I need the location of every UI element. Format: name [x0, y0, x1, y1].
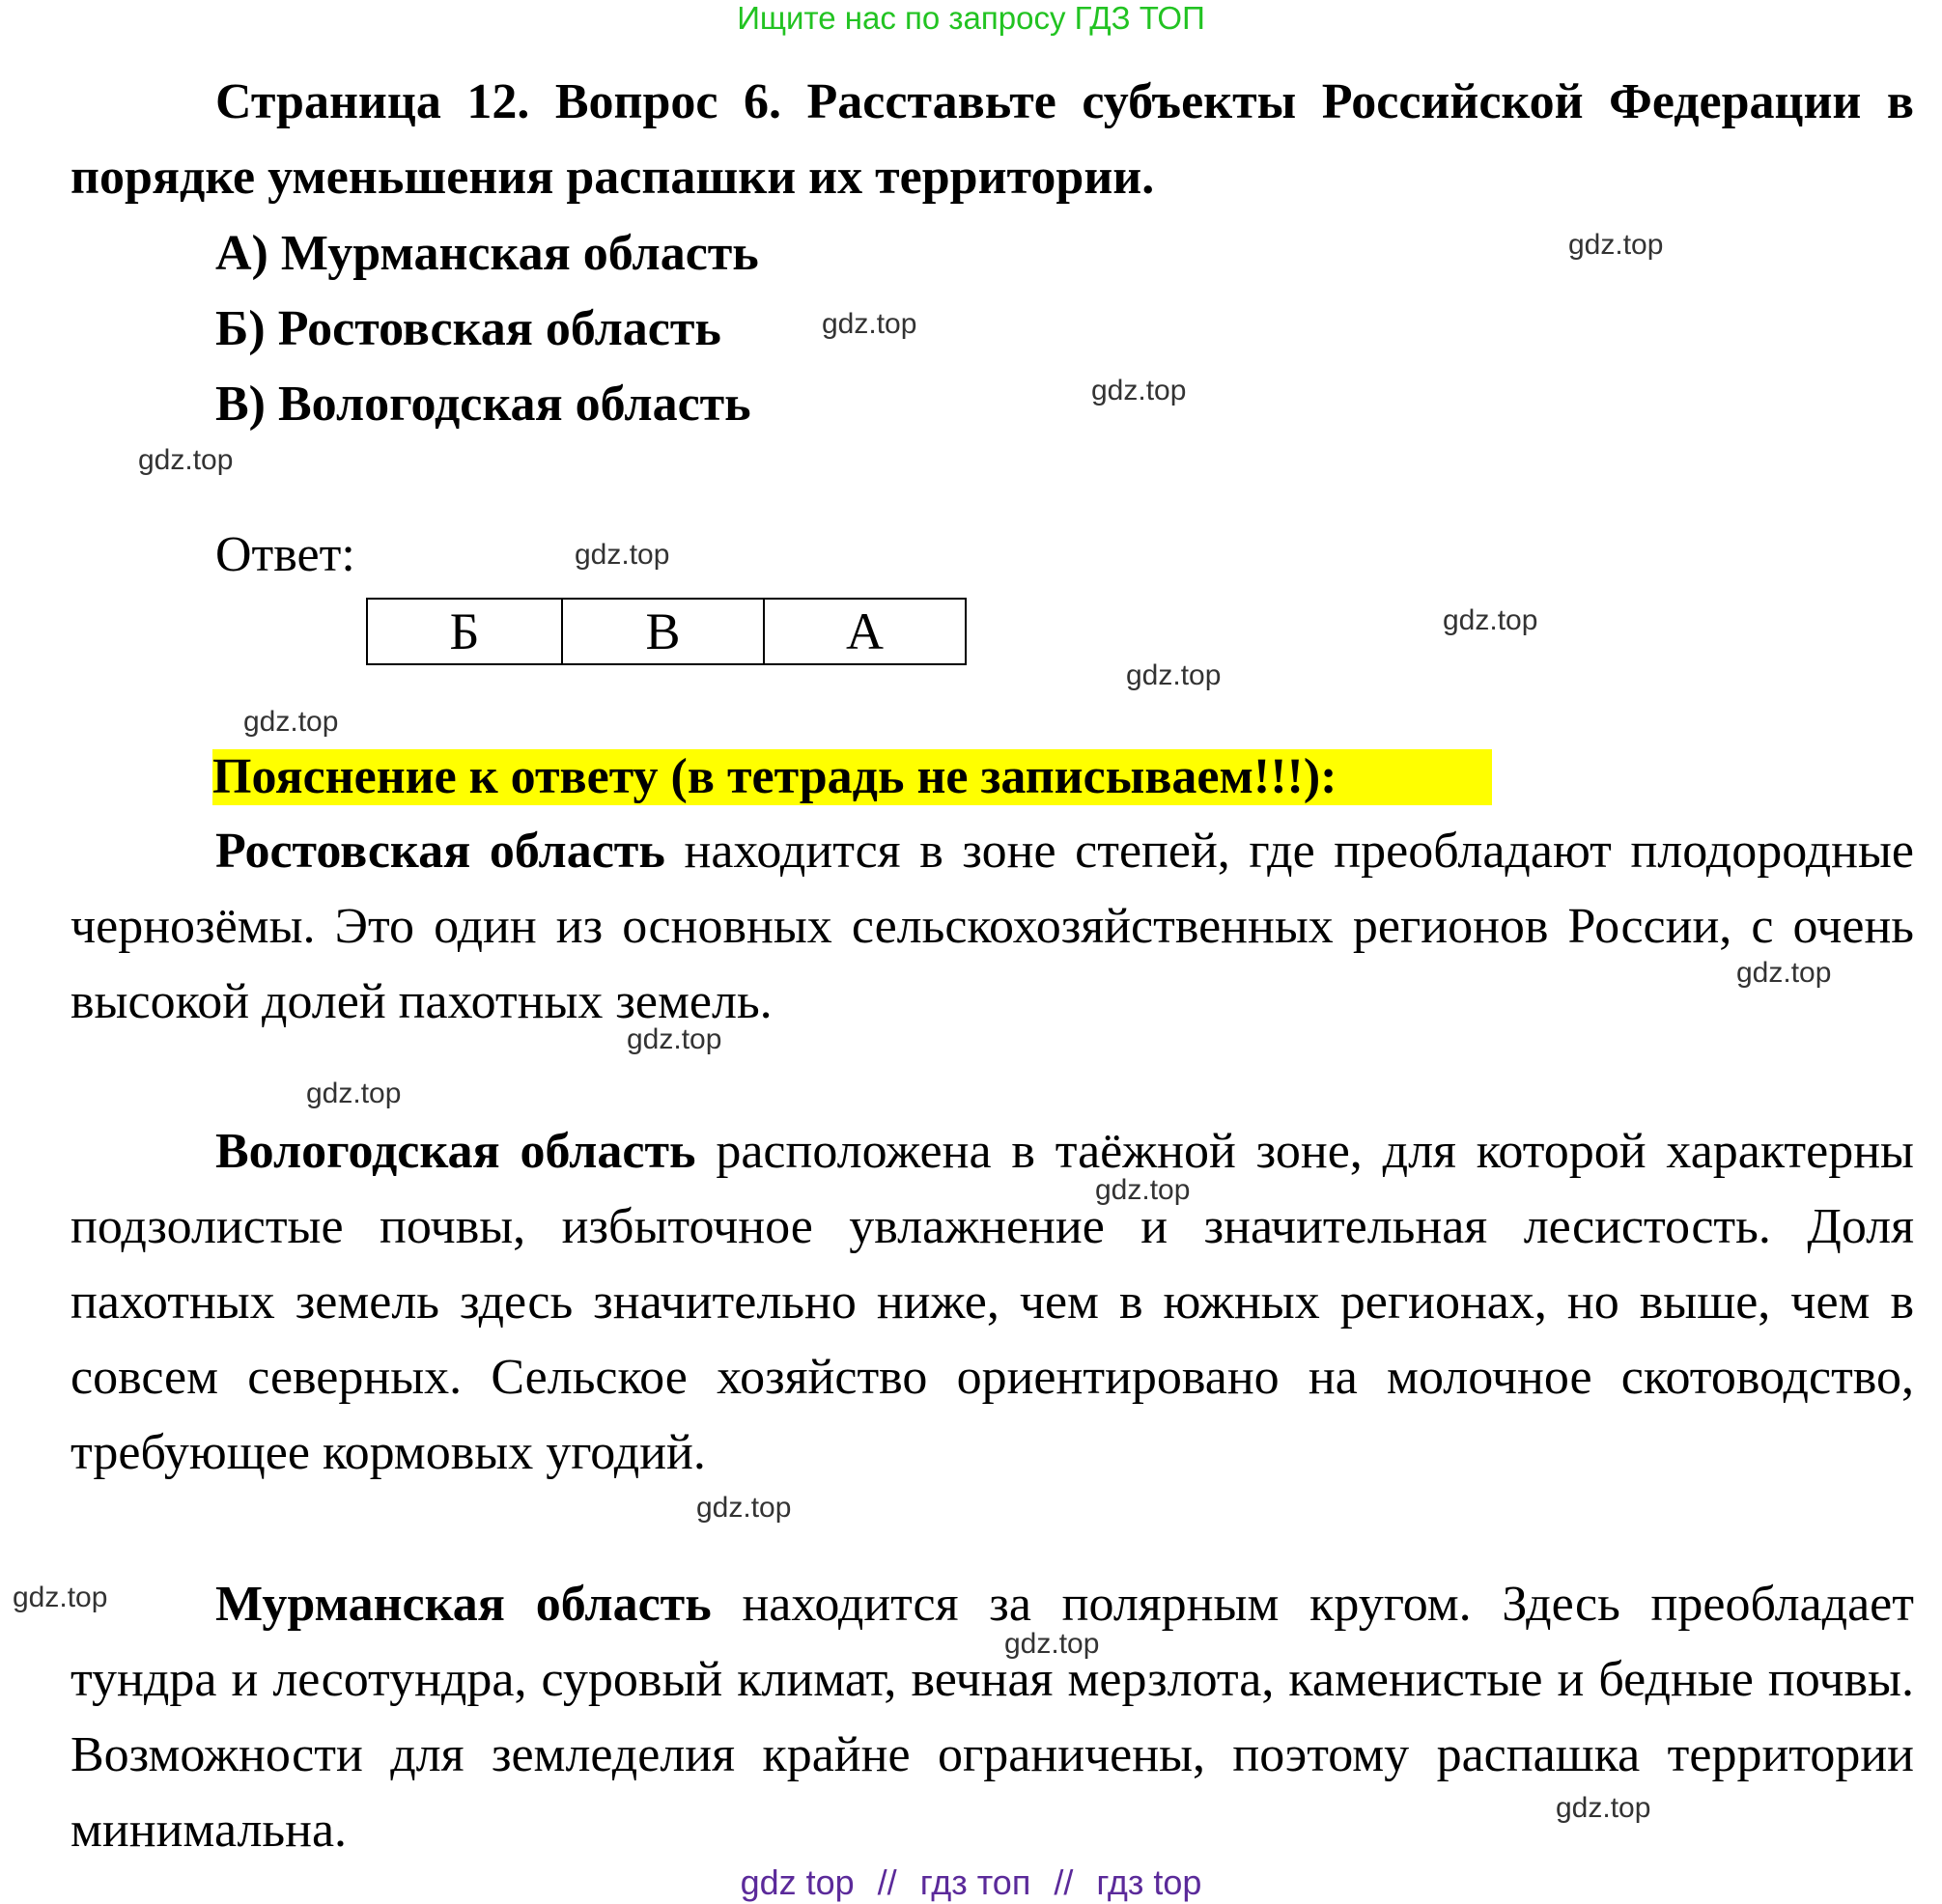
- answer-table: [366, 598, 967, 665]
- watermark: gdz.top: [1004, 1628, 1100, 1660]
- footer-link[interactable]: гдз top: [1096, 1862, 1202, 1902]
- answer-label: Ответ:: [215, 527, 355, 582]
- paragraph-lead: Ростовская область: [215, 824, 665, 879]
- paragraph-text: находится за полярным кругом. Здесь преобладает тундра и лесотундра, суровый климат, вечная мерзлота, каменистые и бедные почвы. Возможности для земледелия крайне ограничены, поэтому распашка территории минимальна.: [70, 1577, 1914, 1858]
- answer-cell: В: [562, 599, 764, 664]
- search-banner: Ищите нас по запросу ГДЗ ТОП: [737, 0, 1205, 36]
- footer-separator: //: [877, 1862, 897, 1902]
- footer-link[interactable]: gdz top: [740, 1862, 855, 1902]
- watermark: gdz.top: [575, 539, 670, 571]
- footer-links: [0, 1863, 1942, 1902]
- answer-cell: Б: [367, 599, 562, 664]
- watermark: gdz.top: [1736, 957, 1832, 989]
- option-c: В) Вологодская область: [215, 377, 751, 432]
- watermark: gdz.top: [1556, 1792, 1651, 1824]
- watermark: gdz.top: [1568, 229, 1664, 261]
- watermark: gdz.top: [306, 1078, 402, 1109]
- question-title: Страница 12. Вопрос 6. Расставьте субъекты Российской Федерации в порядке уменьшения распашки их территории.: [70, 74, 1914, 205]
- paragraph-text: расположена в таёжной зоне, для которой характерны подзолистые почвы, избыточное увлажнение и значительная лесистость. Доля пахотных земель здесь значительно ниже, чем в южных регионах, но выше, чем в совсем северных. Сельское хозяйство ориентировано на молочное скотоводство, требующее кормовых угодий.: [70, 1124, 1914, 1480]
- watermark: gdz.top: [13, 1582, 108, 1613]
- paragraph-lead: Мурманская область: [215, 1577, 712, 1632]
- answer-cell: А: [764, 599, 966, 664]
- watermark: gdz.top: [696, 1492, 792, 1524]
- watermark: gdz.top: [138, 444, 234, 476]
- footer-separator: //: [1054, 1862, 1074, 1902]
- watermark: gdz.top: [1443, 604, 1538, 636]
- watermark: gdz.top: [1126, 659, 1222, 691]
- footer-link[interactable]: гдз топ: [919, 1862, 1031, 1902]
- watermark: gdz.top: [1091, 375, 1187, 406]
- paragraph-lead: Вологодская область: [215, 1124, 696, 1179]
- watermark: gdz.top: [822, 308, 917, 340]
- explanation-paragraph-rostov: [70, 814, 1914, 1040]
- explanation-heading: Пояснение к ответу (в тетрадь не записываем!!!):: [212, 749, 1492, 805]
- watermark: gdz.top: [1095, 1174, 1191, 1206]
- watermark: gdz.top: [243, 706, 339, 738]
- option-a: А) Мурманская область: [215, 226, 759, 281]
- paragraph-text: находится в зоне степей, где преобладают плодородные чернозёмы. Это один из основных сельскохозяйственных регионов России, с очень высокой долей пахотных земель.: [70, 824, 1915, 1029]
- explanation-paragraph-vologda: [70, 1114, 1914, 1491]
- option-b: Б) Ростовская область: [215, 301, 721, 356]
- watermark: gdz.top: [627, 1023, 722, 1055]
